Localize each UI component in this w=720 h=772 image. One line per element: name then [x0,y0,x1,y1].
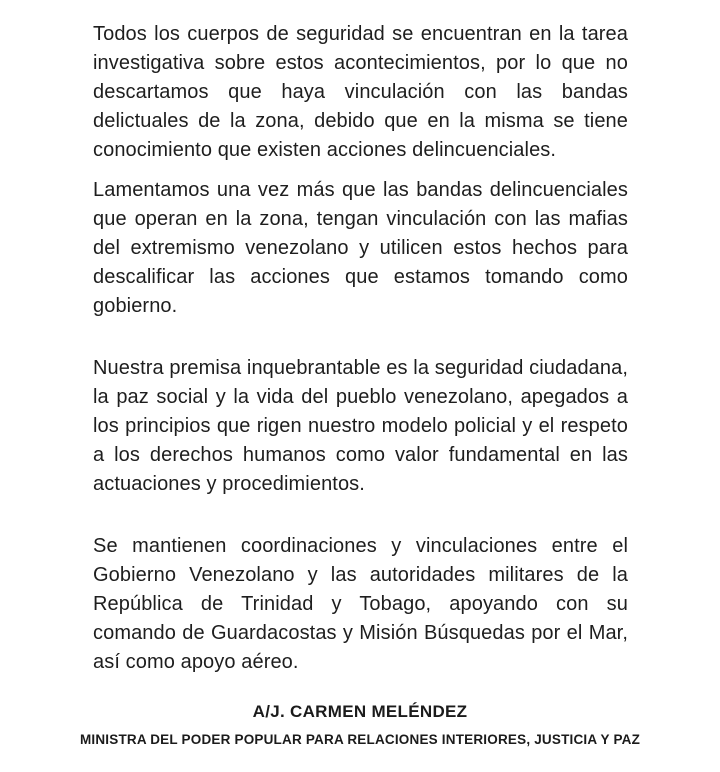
paragraph-lamentamos: Lamentamos una vez más que las bandas delincuenciales que operan en la zona, tengan vinculación con las mafias del extremismo venezolano y utilicen estos hechos para descalificar las acciones que estamos tomando como gobierno. [93,179,628,317]
signature-block [0,701,720,748]
paragraph-premisa: Nuestra premisa inquebrantable es la seguridad ciudadana, la paz social y la vida del pueblo venezolano, apegados a los principios que rigen nuestro modelo policial y el respeto a los derechos humanos como valor fundamental en las actuaciones y procedimientos. [93,357,628,495]
paragraph-investigation: Todos los cuerpos de seguridad se encuentran en la tarea investigativa sobre estos acontecimientos, por lo que no descartamos que haya vinculación con las bandas delictuales de la zona, debido que en la misma se tiene conocimiento que existen acciones delincuenciales. [93,23,628,161]
signatory-title: MINISTRA DEL PODER POPULAR PARA RELACIONES INTERIORES, JUSTICIA Y PAZ [79,732,641,747]
paragraph-coordinaciones: Se mantienen coordinaciones y vinculaciones entre el Gobierno Venezolano y las autoridades militares de la República de Trinidad y Tobago, apoyando con su comando de Guardacostas y Misión Búsquedas por el Mar, así como apoyo aéreo. [93,535,628,673]
document-body [93,20,628,677]
signatory-name: A/J. CARMEN MELÉNDEZ [252,702,468,721]
